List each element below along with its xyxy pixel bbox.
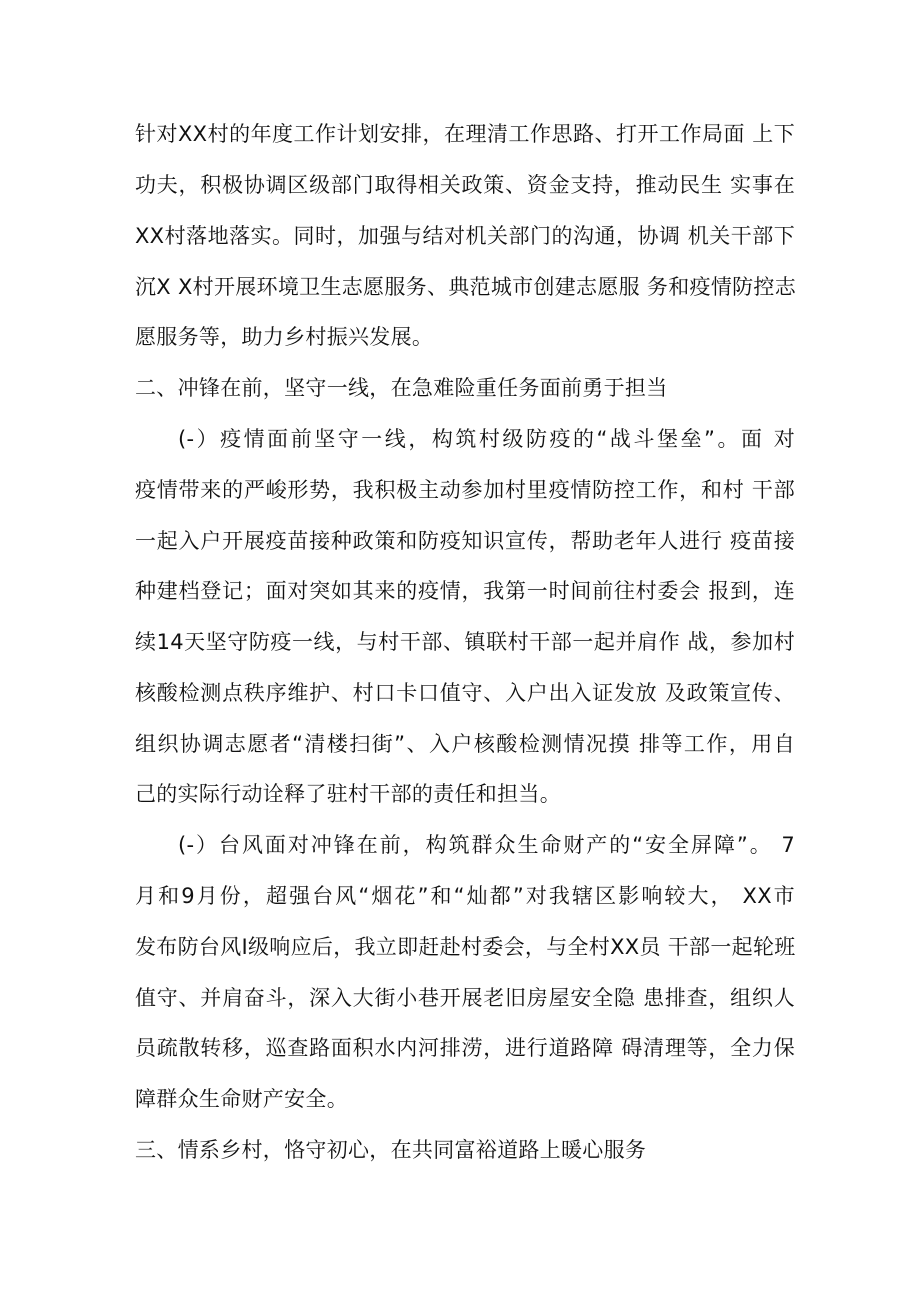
- text-line: 发布防台风I级响应后，我立即赶赴村委会，与全村XX员 干部一起轮班: [135, 935, 796, 959]
- text-line: XX村落地落实。同时，加强与结对机关部门的沟通，协调 机关干部下: [135, 224, 795, 248]
- text-line: 员疏散转移，巡查路面积水内河排涝，进行道路障 碍清理等，全力保: [135, 1036, 795, 1060]
- text-line: 月和9月份，超强台风“烟花”和“灿都”对我辖区影响较大， XX市: [135, 884, 795, 908]
- text-line: 种建档登记；面对突如其来的疫情，我第一时间前往村委会 报到，连: [135, 579, 795, 603]
- text-line: 沉X X村开展环境卫生志愿服务、典范城市创建志愿服 务和疫情防控志: [135, 275, 797, 299]
- text-line: 障群众生命财产安全。: [135, 1087, 348, 1111]
- section-heading-3: 三、情系乡村，恪守初心，在共同富裕道路上暖心服务: [135, 1138, 647, 1162]
- text-line: 值守、并肩奋斗，深入大街小巷开展老旧房屋安全隐 患排查，组织人: [135, 986, 795, 1010]
- text-line: 己的实际行动诠释了驻村干部的责任和担当。: [135, 782, 561, 806]
- subsection-heading-1: (-）疫情面前坚守一线，构筑村级防疫的“战斗堡垒”。面 对: [178, 427, 795, 451]
- text-line: 针对XX村的年度工作计划安排，在理清工作思路、打开工作局面 上下: [135, 122, 795, 146]
- text-line: 愿服务等，助力乡村振兴发展。: [135, 325, 434, 349]
- text-line: 续14天坚守防疫一线，与村干部、镇联村干部一起并肩作 战，参加村: [135, 630, 795, 654]
- text-line: 一起入户开展疫苗接种政策和防疫知识宣传，帮助老年人进行 疫苗接: [135, 529, 795, 553]
- text-line: 功夫，积极协调区级部门取得相关政策、资金支持，推动民生 实事在: [135, 173, 795, 197]
- text-line: 核酸检测点秩序维护、村口卡口值守、入户出入证发放 及政策宣传、: [135, 681, 795, 705]
- section-heading-2: 二、冲锋在前，坚守一线，在急难险重任务面前勇于担当: [135, 376, 668, 400]
- subsection-heading-2: (-）台风面对冲锋在前，构筑群众生命财产的“安全屏障”。 7: [178, 833, 795, 857]
- text-line: 组织协调志愿者“清楼扫街”、入户核酸检测情况摸 排等工作，用自: [135, 732, 795, 756]
- text-line: 疫情带来的严峻形势，我积极主动参加村里疫情防控工作，和村 干部: [135, 478, 795, 502]
